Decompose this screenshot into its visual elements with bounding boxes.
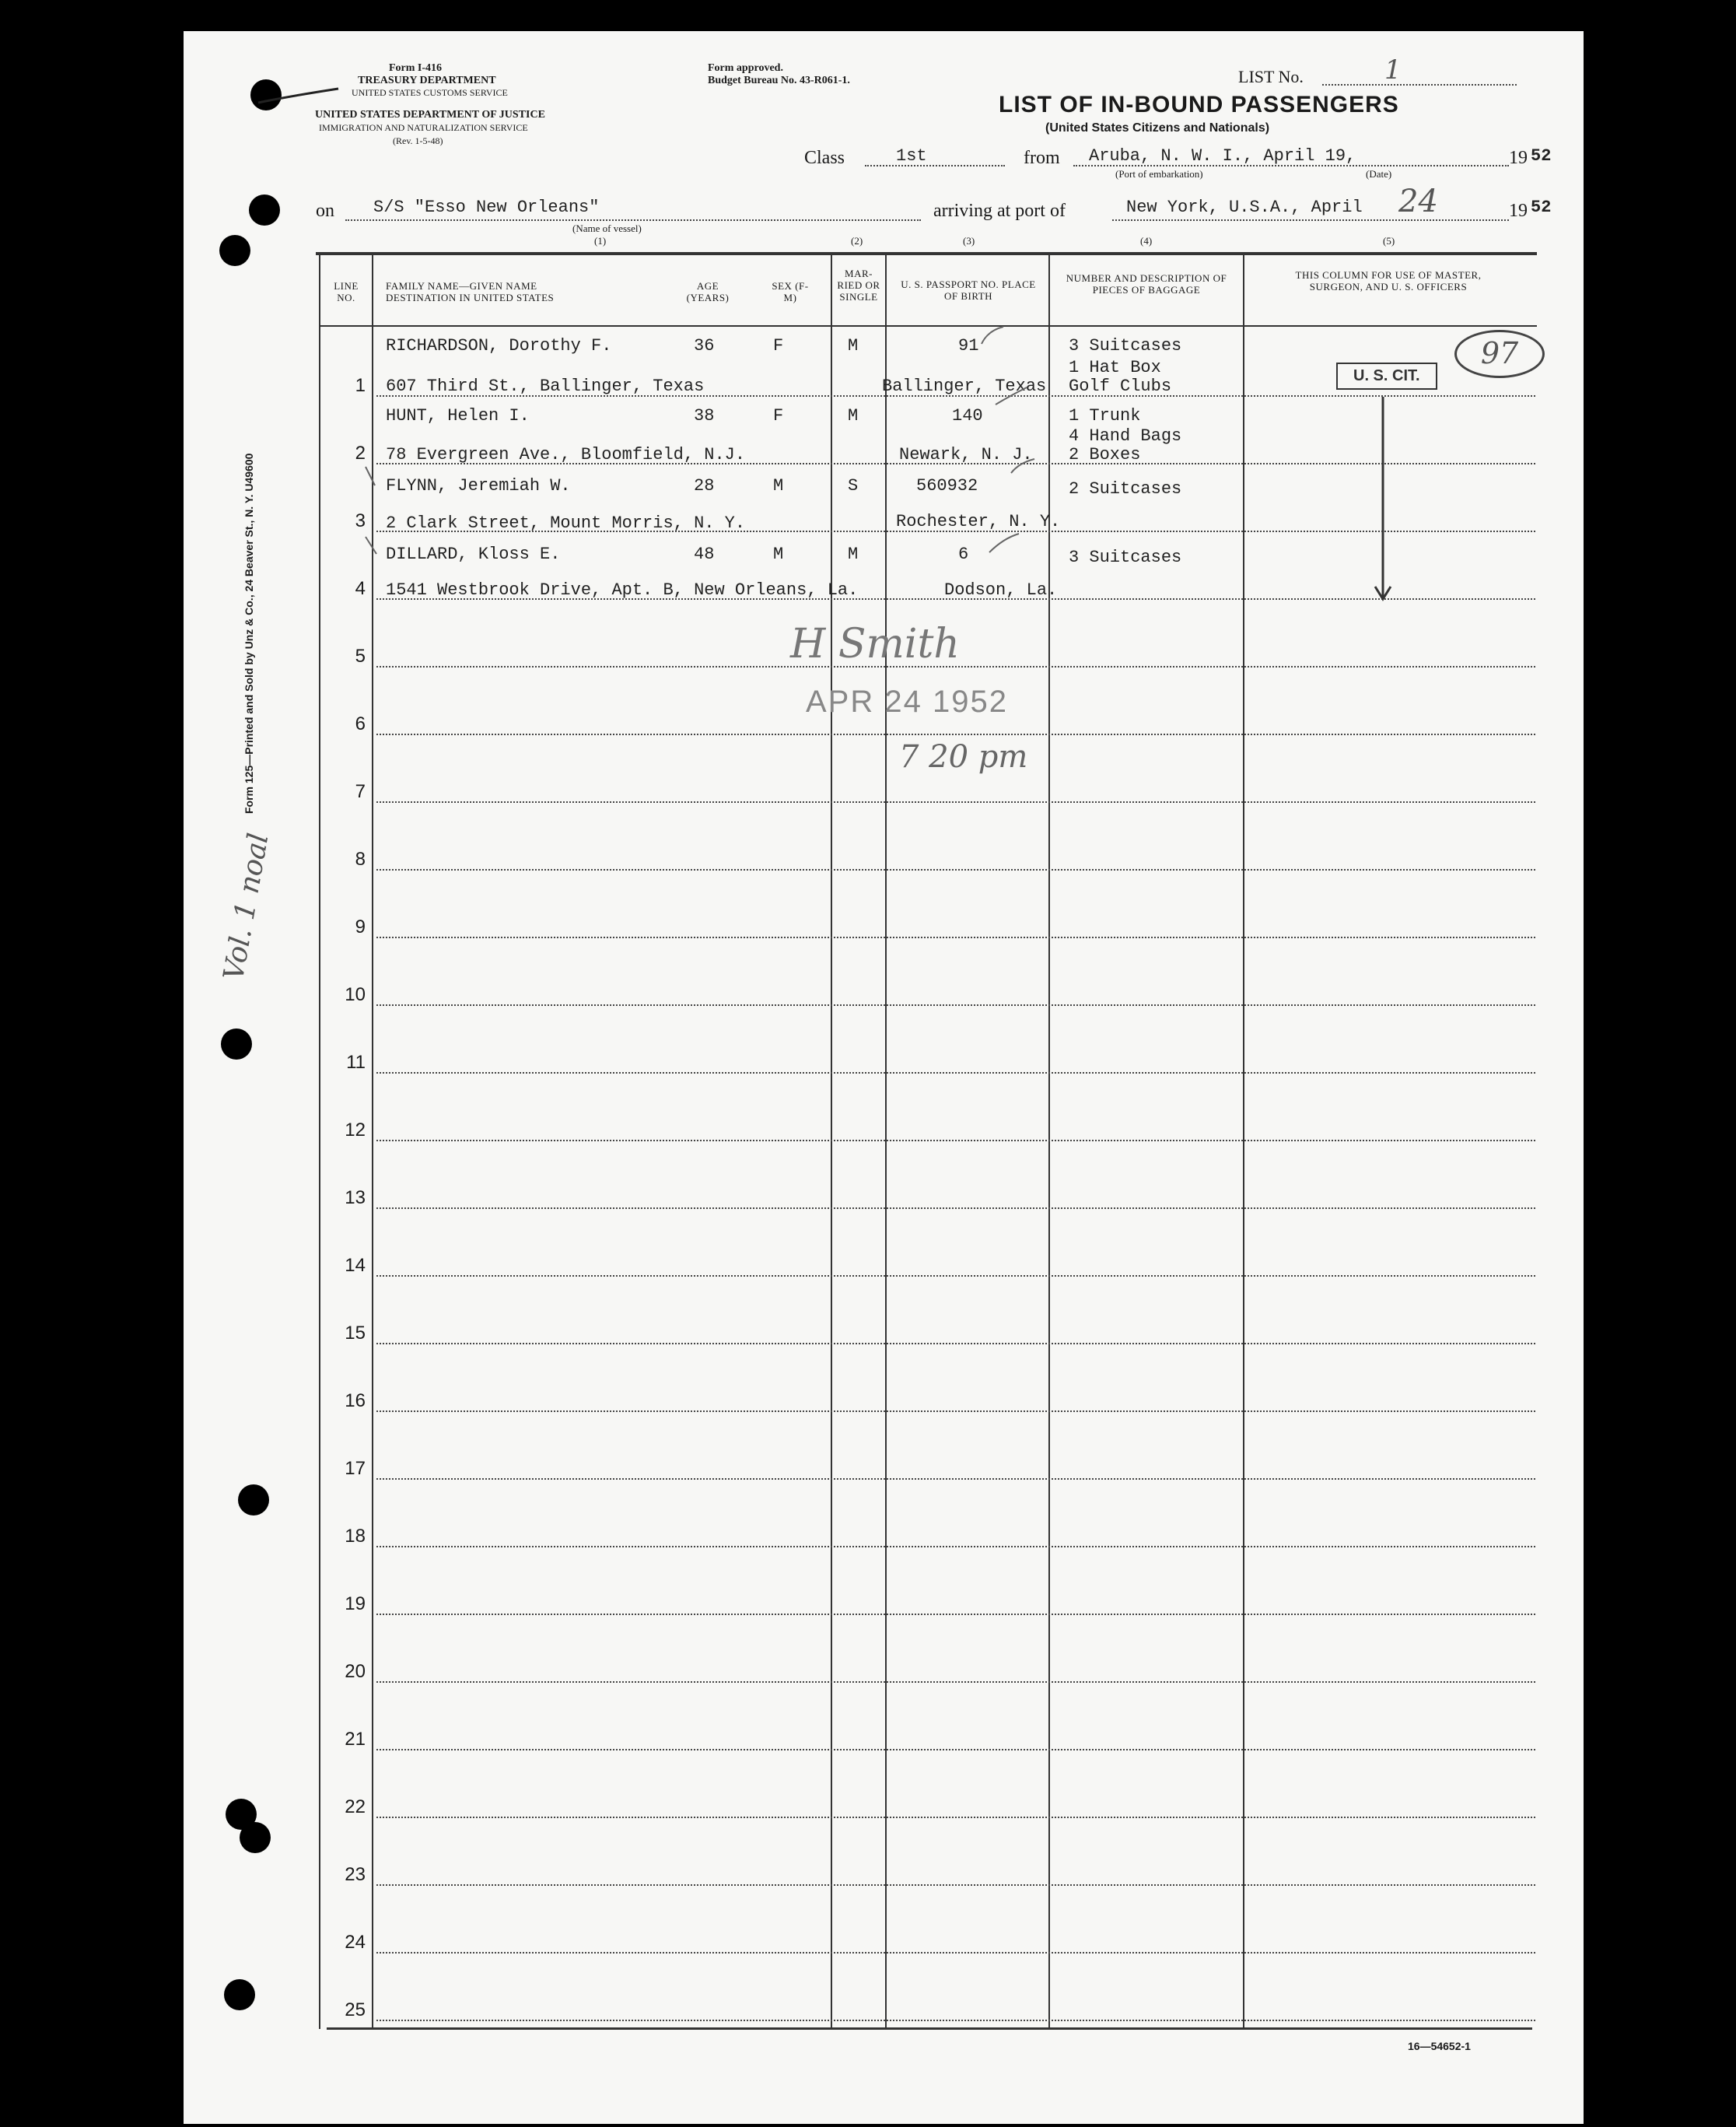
line-number: 15 bbox=[345, 1323, 366, 1344]
passenger-passport: 6 bbox=[958, 545, 969, 564]
passenger-baggage-line: 3 Suitcases bbox=[1069, 336, 1182, 356]
punch-hole bbox=[238, 1484, 269, 1516]
date-caption: (Date) bbox=[1366, 168, 1392, 180]
budget-bureau: Budget Bureau No. 43-R061-1. bbox=[708, 75, 850, 86]
row-line bbox=[376, 1884, 1535, 1886]
punch-hole bbox=[224, 1979, 255, 2010]
row-line bbox=[376, 2020, 1535, 2021]
header-line-no: LINE NO. bbox=[334, 280, 359, 303]
vessel-caption: (Name of vessel) bbox=[572, 223, 642, 234]
passenger-name: RICHARDSON, Dorothy F. bbox=[386, 336, 612, 356]
line-number: 5 bbox=[355, 646, 366, 667]
passenger-sex: F bbox=[773, 336, 784, 356]
line-number: 16 bbox=[345, 1390, 366, 1411]
row-line bbox=[376, 937, 1535, 938]
header-passport: U. S. PASSPORT NO. PLACE OF BIRTH bbox=[901, 279, 1036, 302]
passenger-destination: 607 Third St., Ballinger, Texas bbox=[386, 377, 705, 396]
passenger-destination: 2 Clark Street, Mount Morris, N. Y. bbox=[386, 513, 746, 533]
customs-service: UNITED STATES CUSTOMS SERVICE bbox=[352, 87, 508, 98]
line-number: 25 bbox=[345, 1999, 366, 2020]
line-number: 17 bbox=[345, 1458, 366, 1479]
arrival-year: 52 bbox=[1531, 198, 1552, 217]
line-number: 12 bbox=[345, 1120, 366, 1141]
header-baggage: NUMBER AND DESCRIPTION OF PIECES OF BAGGAGE bbox=[1066, 272, 1227, 296]
line-number: 11 bbox=[346, 1052, 366, 1073]
line-number: 18 bbox=[345, 1526, 366, 1547]
row-line bbox=[376, 1817, 1535, 1818]
header-married: MAR-RIED OR SINGLE bbox=[837, 268, 880, 303]
line-number: 22 bbox=[345, 1796, 366, 1817]
line-number: 8 bbox=[355, 849, 366, 870]
passenger-sex: M bbox=[773, 545, 784, 564]
time-note: 7 20 pm bbox=[899, 739, 1028, 775]
passenger-passport: 140 bbox=[952, 406, 983, 426]
passenger-birthplace: Ballinger, Texas bbox=[882, 377, 1047, 396]
row-line bbox=[376, 1343, 1535, 1344]
col-number-4: (4) bbox=[1140, 235, 1153, 247]
row-line bbox=[376, 1614, 1535, 1615]
printer-imprint: Form 125—Printed and Sold by Unz & Co., 24 Beaver St., N. Y. U49600 bbox=[243, 453, 255, 814]
passenger-passport: 91 bbox=[958, 336, 979, 356]
passenger-baggage-line: Golf Clubs bbox=[1069, 377, 1172, 396]
passenger-birthplace: Rochester, N. Y. bbox=[896, 512, 1061, 531]
header-age: AGE (YEARS) bbox=[686, 280, 730, 303]
list-no-label: LIST No. bbox=[1238, 67, 1304, 86]
list-no-value: 1 bbox=[1384, 54, 1402, 86]
passenger-married: S bbox=[848, 476, 859, 496]
passenger-passport: 560932 bbox=[916, 476, 978, 496]
port-embark-caption: (Port of embarkation) bbox=[1115, 168, 1203, 180]
passenger-age: 48 bbox=[694, 545, 715, 564]
form-approved: Form approved. bbox=[708, 62, 783, 74]
bracket-arrow bbox=[1369, 389, 1400, 607]
passenger-baggage-line: 4 Hand Bags bbox=[1069, 426, 1182, 446]
us-cit-stamp: U. S. CIT. bbox=[1336, 363, 1437, 390]
class-label: Class bbox=[804, 148, 845, 168]
arrival-value: New York, U.S.A., April bbox=[1126, 198, 1363, 217]
year-value: 52 bbox=[1531, 146, 1552, 166]
passenger-married: M bbox=[848, 545, 859, 564]
line-number: 4 bbox=[355, 578, 366, 599]
passenger-destination: 78 Evergreen Ave., Bloomfield, N.J. bbox=[386, 445, 746, 464]
passenger-age: 28 bbox=[694, 476, 715, 496]
footer-code: 16—54652-1 bbox=[1408, 2040, 1471, 2052]
punch-hole bbox=[221, 1028, 252, 1060]
line-number: 10 bbox=[345, 984, 366, 1005]
passenger-age: 38 bbox=[694, 406, 715, 426]
line-number: 1 bbox=[355, 375, 366, 396]
line-number: 7 bbox=[355, 781, 366, 802]
justice-dept: UNITED STATES DEPARTMENT OF JUSTICE bbox=[315, 109, 545, 121]
year-prefix: 19 bbox=[1509, 148, 1528, 168]
passenger-baggage-line: 1 Trunk bbox=[1069, 406, 1141, 426]
officer-signature: H Smith bbox=[790, 621, 960, 668]
page-subtitle: (United States Citizens and Nationals) bbox=[1045, 121, 1270, 135]
passenger-destination: 1541 Westbrook Drive, Apt. B, New Orleans, La. bbox=[386, 580, 859, 600]
col-number-3: (3) bbox=[963, 235, 975, 247]
row-line bbox=[376, 1749, 1535, 1750]
col-number-5: (5) bbox=[1383, 235, 1395, 247]
on-label: on bbox=[316, 201, 334, 221]
passenger-age: 36 bbox=[694, 336, 715, 356]
line-number: 14 bbox=[345, 1255, 366, 1276]
form-number: Form I-416 bbox=[389, 62, 443, 74]
passenger-name: FLYNN, Jeremiah W. bbox=[386, 476, 571, 496]
table-bottom-border bbox=[327, 2027, 1532, 2030]
row-line bbox=[376, 1004, 1535, 1006]
from-value: Aruba, N. W. I., April 19, bbox=[1089, 146, 1356, 166]
passenger-birthplace: Newark, N. J. bbox=[899, 445, 1033, 464]
row-line bbox=[376, 1952, 1535, 1954]
row-line bbox=[376, 1275, 1535, 1277]
header-sex: SEX (F-M) bbox=[772, 280, 809, 303]
line-number: 19 bbox=[345, 1593, 366, 1614]
punch-hole bbox=[240, 1822, 271, 1853]
treasury-dept: TREASURY DEPARTMENT bbox=[358, 75, 496, 86]
arrival-year-prefix: 19 bbox=[1509, 201, 1528, 221]
header-name: FAMILY NAME—GIVEN NAME DESTINATION IN UNITED STATES bbox=[386, 280, 555, 303]
row-line bbox=[376, 1207, 1535, 1209]
arrival-day: 24 bbox=[1398, 184, 1438, 219]
passenger-sex: F bbox=[773, 406, 784, 426]
line-number: 23 bbox=[345, 1864, 366, 1885]
class-value: 1st bbox=[896, 146, 927, 166]
header-officers: THIS COLUMN FOR USE OF MASTER, SURGEON, AND U. S. OFFICERS bbox=[1295, 269, 1482, 293]
line-number: 20 bbox=[345, 1661, 366, 1682]
passenger-baggage-line: 1 Hat Box bbox=[1069, 358, 1161, 377]
col-number-2: (2) bbox=[851, 235, 863, 247]
passenger-sex: M bbox=[773, 476, 784, 496]
line-number: 9 bbox=[355, 916, 366, 937]
line-number: 13 bbox=[345, 1187, 366, 1208]
passenger-birthplace: Dodson, La. bbox=[944, 580, 1058, 600]
row-line bbox=[376, 1072, 1535, 1074]
line-number: 2 bbox=[355, 443, 366, 464]
row-line bbox=[376, 1546, 1535, 1547]
col-number-1: (1) bbox=[594, 235, 607, 247]
line-number: 21 bbox=[345, 1729, 366, 1750]
row-line bbox=[376, 869, 1535, 871]
ins-service: IMMIGRATION AND NATURALIZATION SERVICE bbox=[319, 122, 528, 133]
passenger-baggage-line: 3 Suitcases bbox=[1069, 548, 1182, 567]
revision: (Rev. 1-5-48) bbox=[393, 135, 443, 146]
passenger-baggage-line: 2 Suitcases bbox=[1069, 479, 1182, 499]
page-title: LIST OF IN-BOUND PASSENGERS bbox=[999, 92, 1399, 117]
date-stamp: APR 24 1952 bbox=[806, 685, 1008, 719]
passenger-married: M bbox=[848, 406, 859, 426]
circled-number: 97 bbox=[1454, 330, 1545, 378]
passenger-name: DILLARD, Kloss E. bbox=[386, 545, 561, 564]
line-number: 3 bbox=[355, 510, 366, 531]
margin-note: Vol. 1 noal bbox=[218, 830, 275, 983]
row-line bbox=[376, 1410, 1535, 1412]
row-line bbox=[376, 734, 1535, 735]
check-marks bbox=[0, 0, 1736, 638]
row-line bbox=[376, 801, 1535, 803]
passenger-married: M bbox=[848, 336, 859, 356]
passenger-baggage-line: 2 Boxes bbox=[1069, 445, 1141, 464]
line-number: 24 bbox=[345, 1932, 366, 1953]
row-line bbox=[376, 1478, 1535, 1480]
vessel-value: S/S "Esso New Orleans" bbox=[373, 198, 600, 217]
row-line bbox=[376, 1681, 1535, 1683]
arriving-label: arriving at port of bbox=[933, 201, 1066, 221]
passenger-name: HUNT, Helen I. bbox=[386, 406, 530, 426]
line-number: 6 bbox=[355, 713, 366, 734]
from-label: from bbox=[1024, 148, 1060, 168]
row-line bbox=[376, 1140, 1535, 1141]
